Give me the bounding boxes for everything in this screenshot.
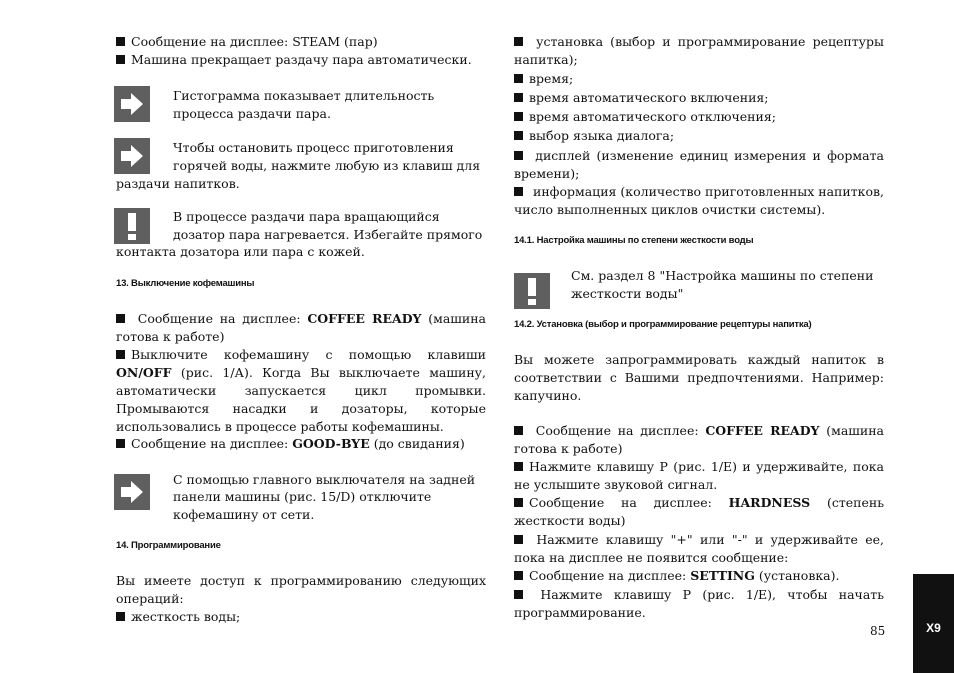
section-14-2-intro: Вы можете запрограммировать каждый напиток в соответствии с Вашими предпочтениями. Например: капучино. (514, 352, 884, 403)
bullet-water-hardness: жесткость воды; (116, 608, 240, 626)
bullet-square-icon (514, 426, 523, 435)
list-info: информация (количество приготовленных напитков, число выполненных циклов очистки системы). (514, 184, 884, 217)
bullet-auto-stop: Машина прекращает раздачу пара автоматически. (116, 51, 472, 69)
note-main-switch-line3: кофемашину от сети. (173, 507, 315, 522)
bullet-square-icon (514, 590, 523, 599)
bullet-steam-message: Сообщение на дисплее: STEAM (пар) (116, 33, 378, 51)
bullet-square-icon (514, 112, 523, 121)
warning-see-section-line2: жесткости воды" (571, 286, 684, 301)
warning-steam-line3: контакта дозатора или пара с кожей. (116, 244, 365, 259)
section-14-heading: 14. Программирование (116, 540, 221, 551)
bullet-square-icon (514, 93, 523, 102)
bullet-square-icon (116, 314, 125, 323)
bullet-coffee-ready-line2: готова к работе) (116, 329, 225, 344)
bullet-square-icon (116, 37, 125, 46)
arrow-note-icon (114, 138, 150, 174)
warning-exclamation-icon (114, 208, 150, 244)
bullet-switch-off: Выключите кофемашину с помощью клавиши ON/OFF (рис. 1/А). Когда Вы выключаете машину, автоматически запускается цикл промывки. Промываются насадки и дозаторы, которые использовались в процессе работы кофемашины. (116, 347, 486, 434)
model-tab (913, 574, 954, 673)
bullet-r-coffee-ready: Сообщение на дисплее: COFFEE READY (машина готова к работе) (514, 423, 885, 456)
bullet-good-bye: Сообщение на дисплее: GOOD-BYE (до свидания) (116, 435, 465, 453)
bullet-square-icon (514, 535, 523, 544)
bullet-r-setting: Сообщение на дисплее: SETTING (установка). (514, 567, 840, 585)
bullet-square-icon (514, 571, 523, 580)
arrow-note-icon (114, 474, 150, 510)
bullet-square-icon (116, 55, 125, 64)
warning-exclamation-icon (514, 273, 550, 309)
bullet-r-hardness: Сообщение на дисплее: HARDNESS (степень жесткости воды) (514, 495, 884, 528)
list-setting: установка (выбор и программирование рецептуры напитка); (514, 34, 884, 67)
note-main-switch-line2: панели машины (рис. 15/D) отключите (173, 489, 432, 504)
bullet-square-icon (514, 37, 523, 46)
bullet-square-icon (514, 131, 523, 140)
note-hot-water-line1: Чтобы остановить процесс приготовления (173, 140, 454, 155)
warning-see-section-line1: См. раздел 8 "Настройка машины по степени (571, 268, 874, 283)
bullet-r-plus-minus: Нажмите клавишу "+" или "-" и удерживайте ее, пока на дисплее не появится сообщение: (514, 532, 884, 565)
bullet-square-icon (514, 187, 523, 196)
list-time: время; (514, 70, 573, 88)
model-tab-label: X9 (926, 621, 941, 635)
note-histogram-line2: процесса раздачи пара. (173, 106, 331, 121)
bullet-r-press-p: Нажмите клавишу P (рис. 1/E) и удерживайте, пока не услышите звуковой сигнал. (514, 459, 884, 492)
bullet-coffee-ready: Сообщение на дисплее: COFFEE READY (машина (116, 310, 486, 328)
section-14-intro: Вы имеете доступ к программированию следующих операций: (116, 573, 486, 606)
bullet-square-icon (514, 498, 523, 507)
bullet-square-icon (514, 462, 523, 471)
note-histogram-line1: Гистограмма показывает длительность (173, 88, 435, 103)
list-display: дисплей (изменение единиц измерения и формата времени); (514, 148, 884, 181)
section-14-2-heading: 14.2. Установка (выбор и программирование рецептуры напитка) (514, 319, 812, 330)
section-13-heading: 13. Выключение кофемашины (116, 278, 255, 289)
bullet-square-icon (116, 350, 125, 359)
bullet-square-icon (116, 612, 125, 621)
page-number: 85 (870, 624, 886, 638)
bullet-square-icon (514, 74, 523, 83)
bullet-square-icon (116, 439, 125, 448)
note-hot-water-line2: горячей воды, нажмите любую из клавиш для (173, 158, 481, 173)
section-14-1-heading: 14.1. Настройка машины по степени жесткости воды (514, 235, 754, 246)
list-language: выбор языка диалога; (514, 127, 674, 145)
note-main-switch-line1: С помощью главного выключателя на задней (173, 472, 476, 487)
list-auto-off: время автоматического отключения; (514, 108, 776, 126)
list-auto-on: время автоматического включения; (514, 89, 769, 107)
warning-steam-line1: В процессе раздачи пара вращающийся (173, 209, 440, 224)
bullet-square-icon (514, 151, 523, 160)
bullet-r-start-programming: Нажмите клавишу P (рис. 1/E), чтобы начать программирование. (514, 587, 884, 620)
note-hot-water-line3: раздачи напитков. (116, 176, 240, 191)
arrow-note-icon (114, 86, 150, 122)
warning-steam-line2: дозатор пара нагревается. Избегайте прямого (173, 227, 483, 242)
